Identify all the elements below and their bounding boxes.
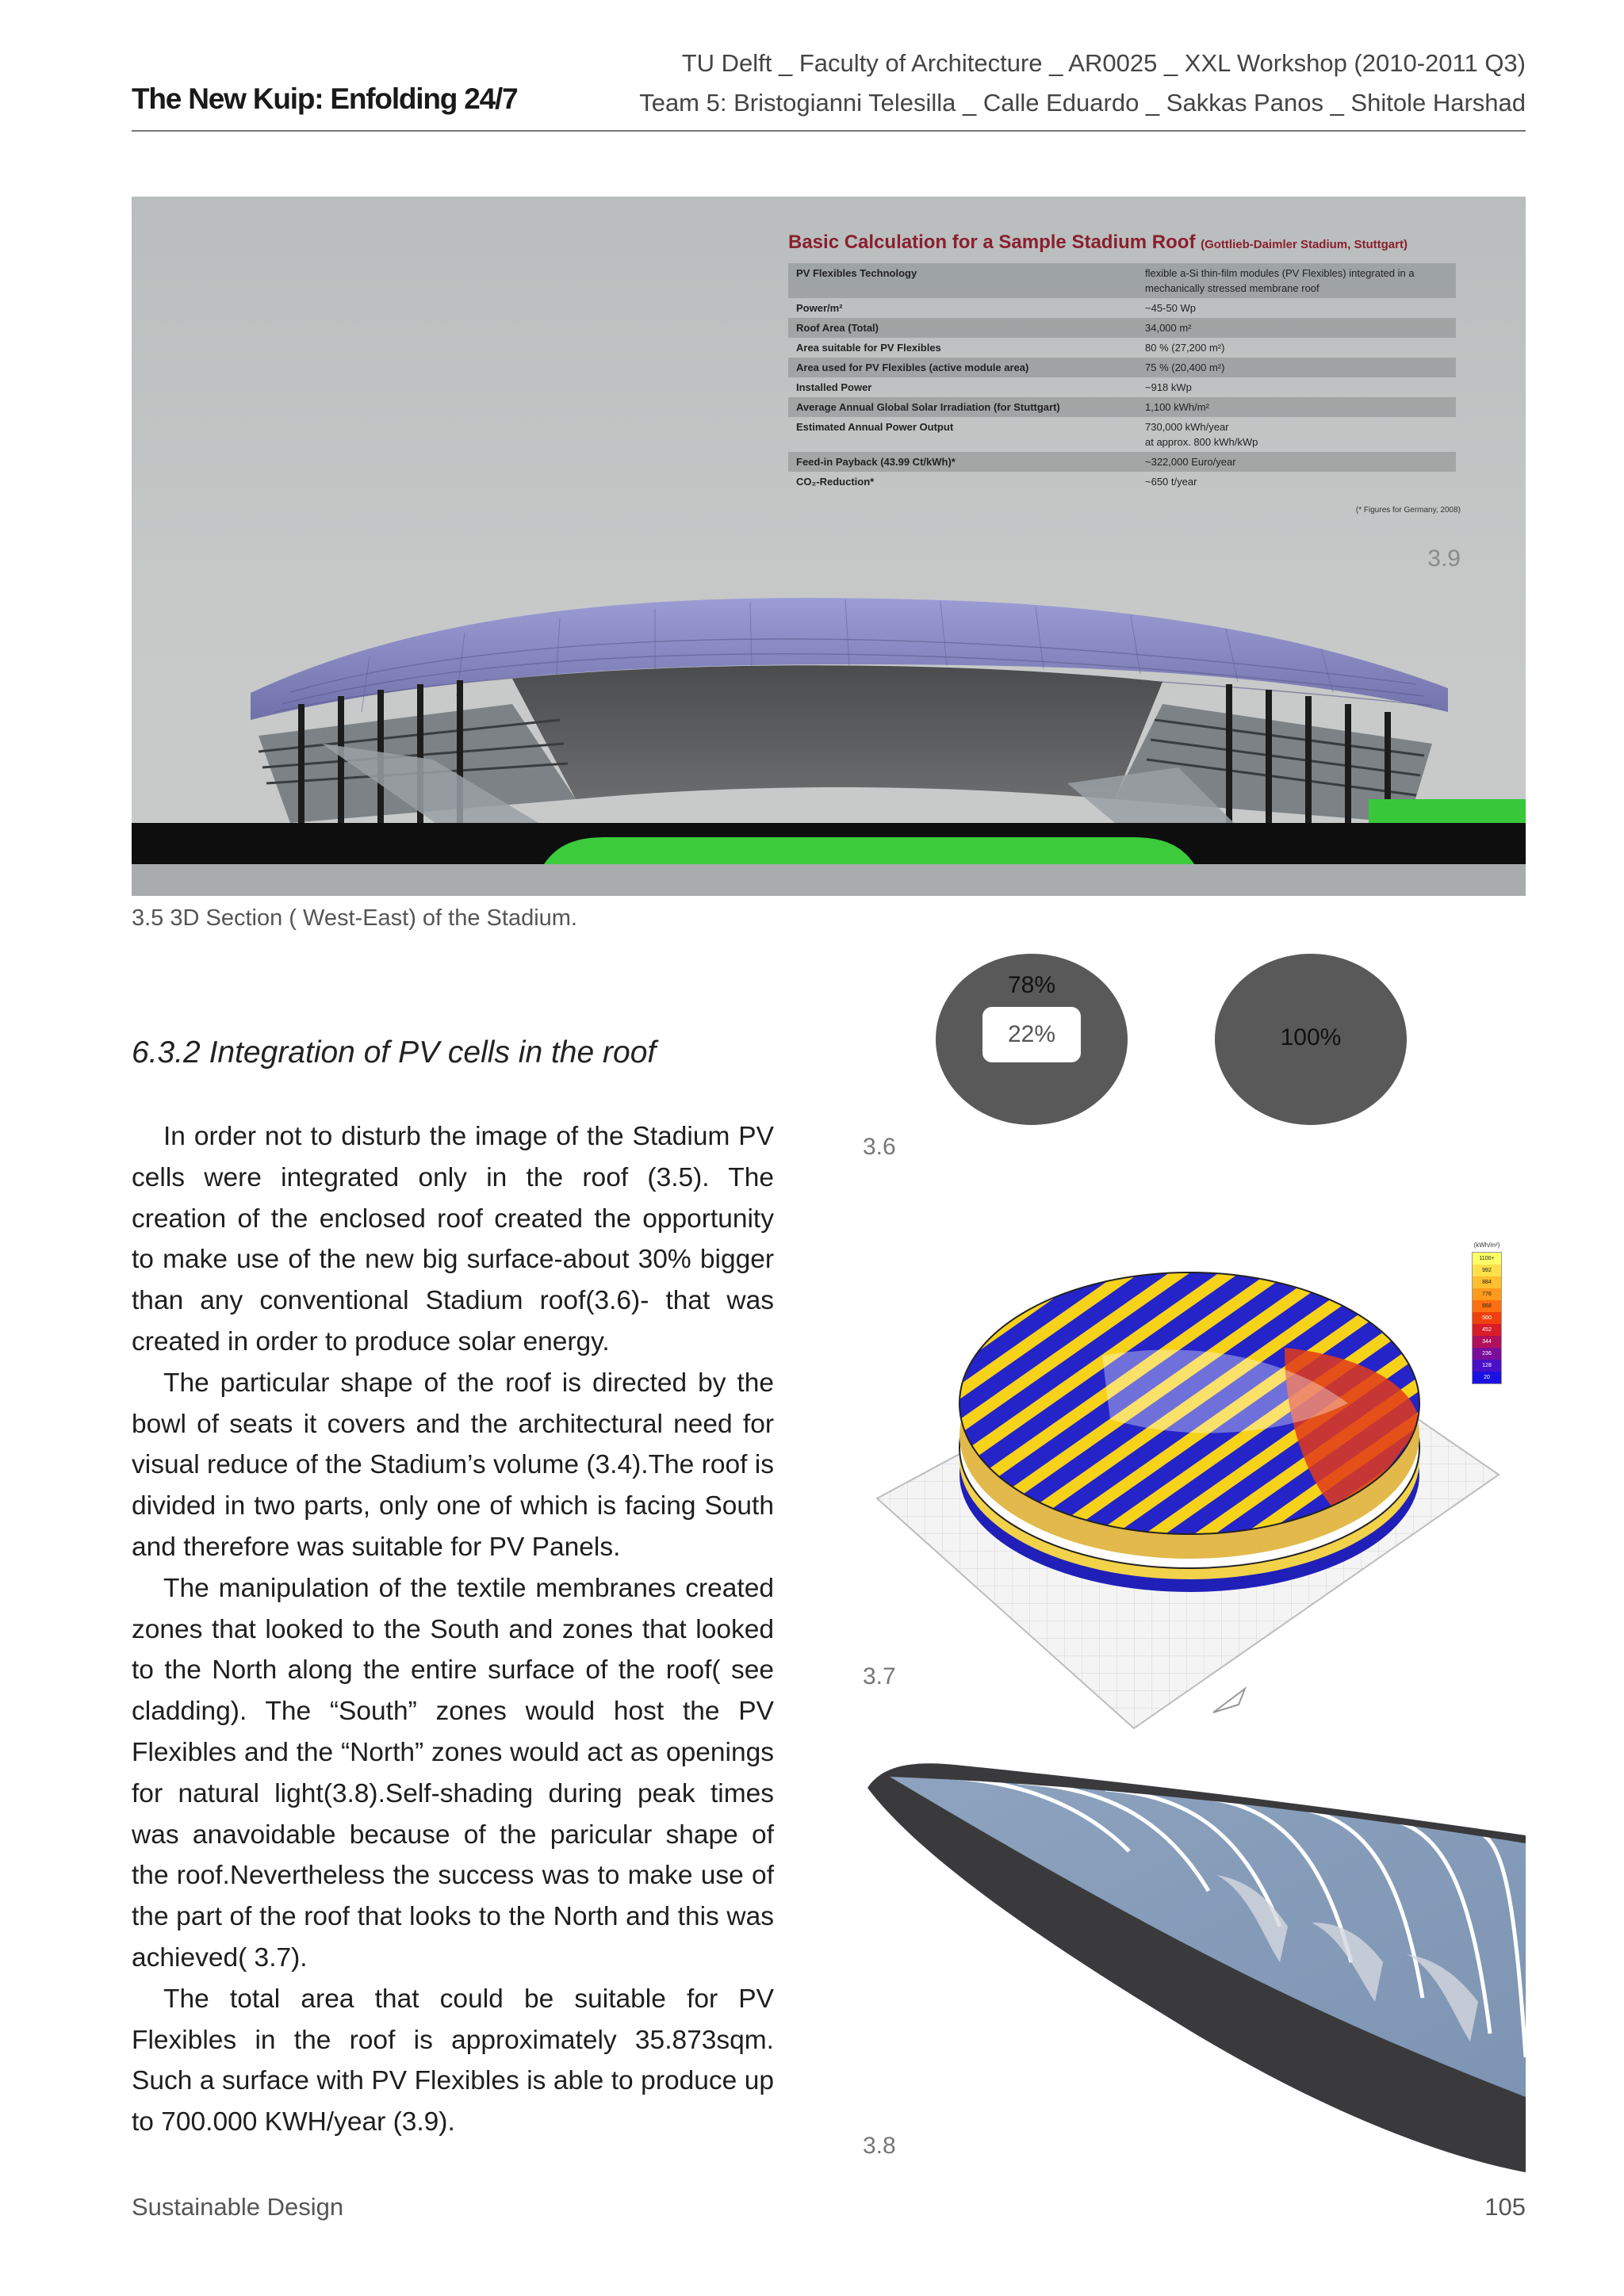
section-heading: 6.3.2 Integration of PV cells in the roof: [132, 1035, 657, 1070]
calculation-title: Basic Calculation for a Sample Stadium Roof (Gottlieb-Daimler Stadium, Stuttgart): [788, 232, 1408, 253]
table-row: Feed-in Payback (43.99 Ct/kWh)* ~322,000 Euro/year: [788, 452, 1456, 472]
header-course-line: TU Delft _ Faculty of Architecture _ AR0025 _ XXL Workshop (2010-2011 Q3): [681, 49, 1526, 77]
pie-label-78: 78%: [1007, 972, 1056, 998]
figure-number-3-9: 3.9: [1427, 545, 1461, 572]
roof-cladding-render: [868, 1756, 1526, 2172]
paragraph: The total area that could be suitable for PV Flexibles in the roof is approximately 35.873sqm. Such a surface with PV Flexibles is able to produce up to 700.000 KWH/year (3.9).: [132, 1984, 774, 2137]
legend-swatch: 668: [1473, 1300, 1501, 1312]
stadium-section-render: [132, 197, 1526, 896]
legend-swatch: 776: [1473, 1288, 1501, 1300]
legend-swatch: 1100+: [1473, 1253, 1501, 1265]
legend-swatch: 20: [1473, 1372, 1501, 1383]
irradiation-legend: [1472, 1242, 1502, 1384]
table-row: Power/m² ~45-50 Wp: [796, 302, 1196, 314]
legend-unit: (kWh/m²): [1473, 1242, 1500, 1249]
table-row: Area suitable for PV Flexibles 80 % (27,200 m²): [796, 342, 1225, 354]
paragraph: In order not to disturb the image of the Stadium PV cells were integrated only in the roof (3.5). The creation of the enclosed roof created the opportunity to make use of the new big surface-about 30% bigger than any conventional Stadium roof(3.6)- that was created in order to produce solar energy.: [132, 1122, 774, 1357]
footer-section-name: Sustainable Design: [132, 2193, 344, 2221]
table-row: Roof Area (Total) 34,000 m²: [788, 318, 1456, 338]
table-row: Average Annual Global Solar Irradiation (for Stuttgart) 1,100 kWh/m²: [788, 397, 1456, 417]
legend-swatch: 992: [1473, 1265, 1501, 1276]
legend-swatch: 560: [1473, 1312, 1501, 1324]
header-team-line: Team 5: Bristogianni Telesilla _ Calle Eduardo _ Sakkas Panos _ Shitole Harshad: [639, 89, 1526, 117]
figure-label-3-7: 3.7: [863, 1663, 896, 1689]
table-row: Installed Power ~918 kWp: [796, 381, 1192, 393]
paragraph: The particular shape of the roof is directed by the bowl of seats it covers and the architectural need for visual reduce of the Stadium’s volume (3.4).The roof is divided in two parts, only one of which is facing South and therefore was suitable for PV Panels.: [132, 1368, 774, 1562]
calculation-footnote: (* Figures for Germany, 2008): [1355, 506, 1461, 515]
legend-swatch: 344: [1473, 1336, 1501, 1348]
table-row: PV Flexibles Technology flexible a-Si thin-film modules (PV Flexibles) integrated in a mechanically stressed membrane roof: [788, 263, 1456, 298]
legend-swatch: 452: [1473, 1324, 1501, 1336]
paragraph: The manipulation of the textile membranes created zones that looked to the South and zones that looked to the North along the entire surface of the roof( see cladding). The “South” zones would host the PV Flexibles and the “North” zones would act as openings for natural light(3.8).Self-shading during peak times was anavoidable because of the paricular shape of the roof.Nevertheless the success was to make use of the part of the roof that looks to the North and this was achieved( 3.7).: [132, 1573, 774, 1973]
table-row: Estimated Annual Power Output 730,000 kWh/year at approx. 800 kWh/kWp: [796, 421, 1258, 448]
calculation-table: [788, 263, 1456, 492]
pie-label-22: 22%: [982, 1007, 1081, 1062]
pie-label-100: 100%: [1280, 1024, 1342, 1050]
header-divider: [132, 130, 1526, 132]
legend-swatch: 236: [1473, 1348, 1501, 1360]
legend-swatch: 128: [1473, 1360, 1501, 1372]
page-number: 105: [1484, 2193, 1526, 2221]
legend-swatch: 884: [1473, 1276, 1501, 1288]
table-row: Area used for PV Flexibles (active module area) 75 % (20,400 m²): [788, 358, 1456, 377]
document-title: The New Kuip: Enfolding 24/7: [132, 82, 518, 115]
figure-label-3-6: 3.6: [863, 1134, 896, 1160]
table-row: CO₂-Reduction* ~650 t/year: [796, 476, 1197, 488]
solar-irradiation-roof-render: [872, 1237, 1507, 1744]
figure-label-3-8: 3.8: [863, 2133, 896, 2159]
body-text: [132, 1116, 774, 2143]
figure-caption-3-5: 3.5 3D Section ( West-East) of the Stadium.: [132, 905, 577, 931]
